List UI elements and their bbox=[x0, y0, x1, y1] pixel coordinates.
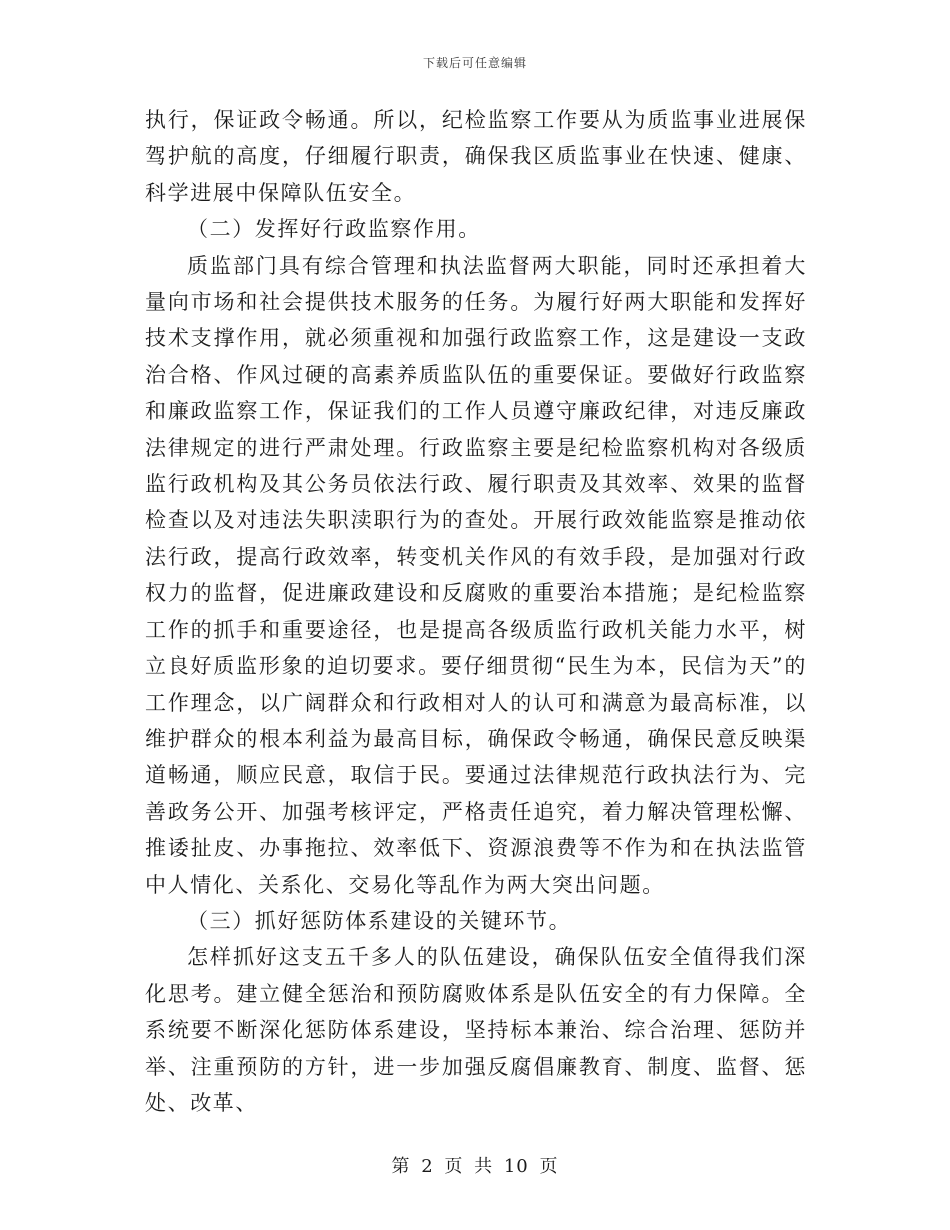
paragraph-prevention-system: 怎样抓好这支五千多人的队伍建设，确保队伍安全值得我们深化思考。建立健全惩治和预防腐败体系是队伍安全的有力保障。全系统要不断深化惩防体系建设，坚持标本兼治、综合治理、惩防并举、注重预防的方针，进一步加强反腐倡廉教育、制度、监督、惩处、改革、 bbox=[145, 945, 807, 1115]
section-heading-3: （三）抓好惩防体系建设的关键环节。 bbox=[187, 908, 572, 933]
paragraph-continuation: 执行，保证政令畅通。所以，纪检监察工作要从为质监事业进展保驾护航的高度，仔细履行职责，确保我区质监事业在快速、健康、科学进展中保障队伍安全。 bbox=[145, 108, 807, 205]
page-header-note: 下载后可任意编辑 bbox=[422, 56, 527, 70]
document-body bbox=[145, 102, 807, 1121]
page-number-footer: 第 2 页 共 10 页 bbox=[391, 1156, 559, 1177]
section-heading-2: （二）发挥好行政监察作用。 bbox=[187, 217, 481, 242]
paragraph-administrative-supervision: 质监部门具有综合管理和执法监督两大职能，同时还承担着大量向市场和社会提供技术服务的任务。为履行好两大职能和发挥好技术支撑作用，就必须重视和加强行政监察工作，这是建设一支政治合格、作风过硬的高素养质监队伍的重要保证。要做好行政监察和廉政监察工作，保证我们的工作人员遵守廉政纪律，对违反廉政法律规定的进行严肃处理。行政监察主要是纪检监察机构对各级质监行政机构及其公务员依法行政、履行职责及其效率、效果的监督检查以及对违法失职渎职行为的查处。开展行政效能监察是推动依法行政，提高行政效率，转变机关作风的有效手段，是加强对行政权力的监督，促进廉政建设和反腐败的重要治本措施；是纪检监察工作的抓手和重要途径，也是提高各级质监行政机关能力水平，树立良好质监形象的迫切要求。要仔细贯彻“民生为本，民信为天”的工作理念，以广阔群众和行政相对人的认可和满意为最高标准，以维护群众的根本利益为最高目标，确保政令畅通，确保民意反映渠道畅通，顺应民意，取信于民。要通过法律规范行政执法行为、完善政务公开、加强考核评定，严格责任追究，着力解决管理松懈、推诿扯皮、办事拖拉、效率低下、资源浪费等不作为和在执法监管中人情化、关系化、交易化等乱作为两大突出问题。 bbox=[145, 253, 807, 897]
